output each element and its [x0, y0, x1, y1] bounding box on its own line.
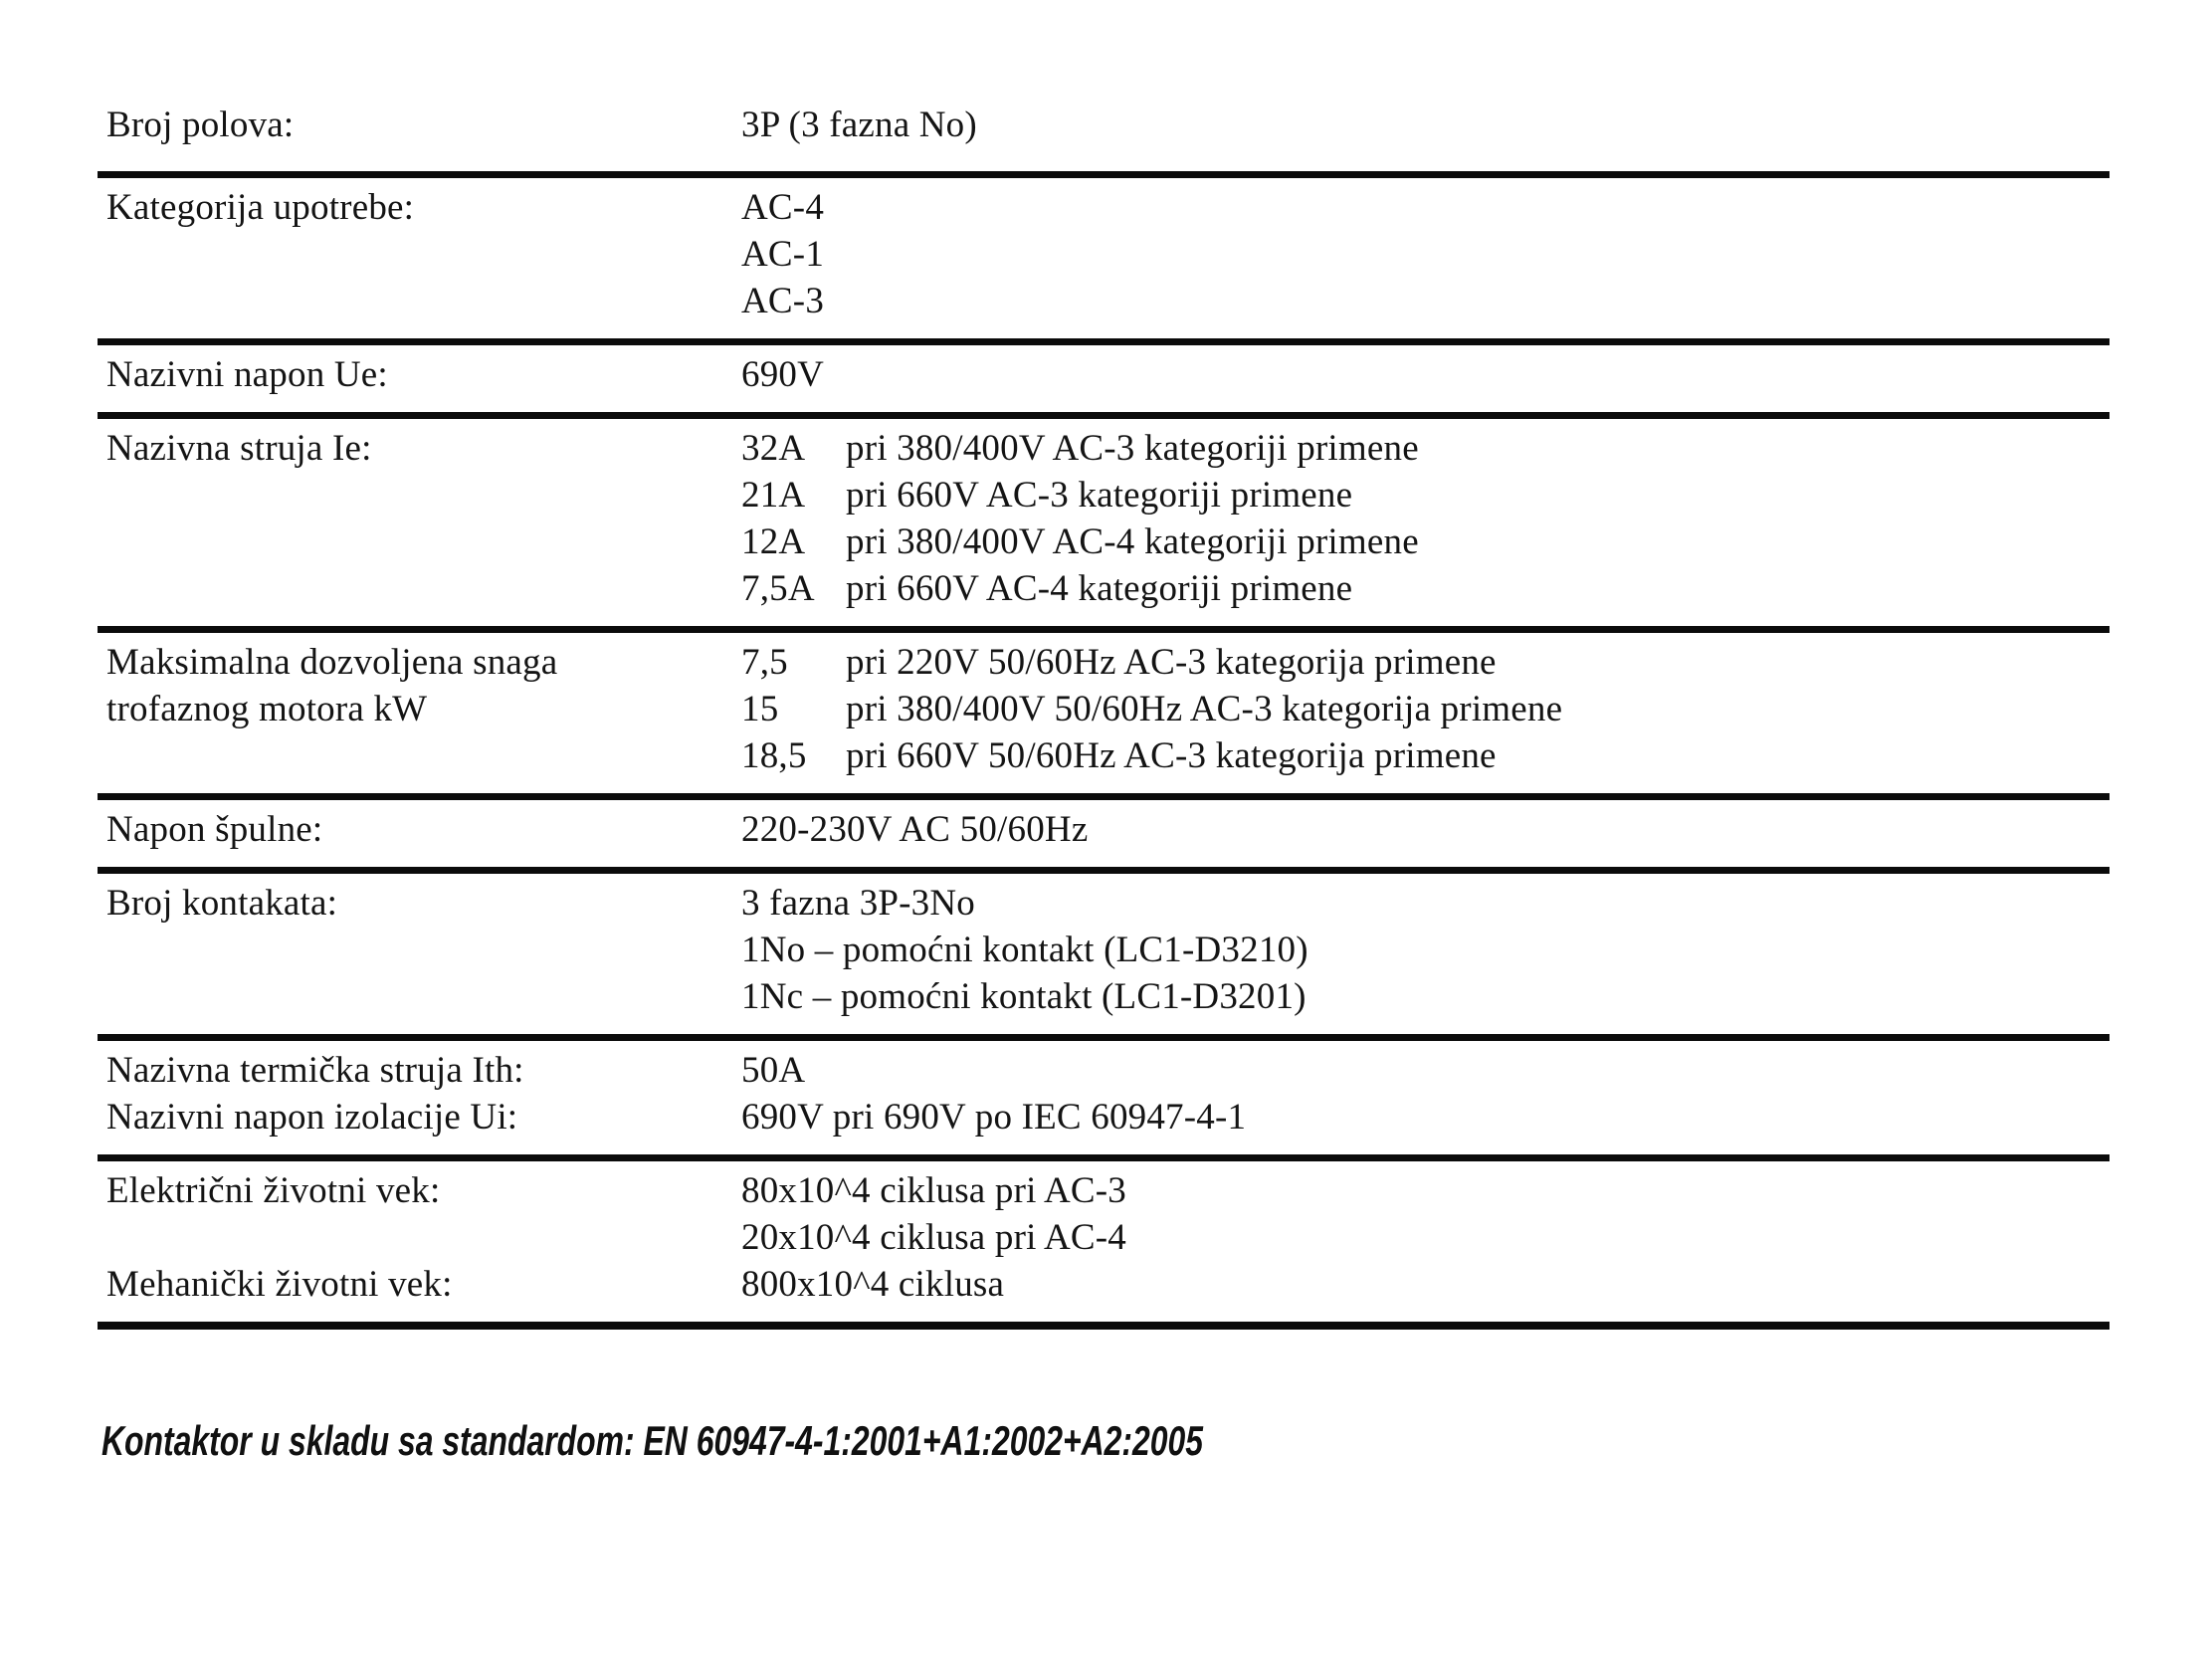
row-value-cell [741, 1047, 2110, 1141]
label-line: Nazivni napon izolacije Ui: [106, 1097, 518, 1138]
spec-row [98, 793, 2110, 867]
row-value-cell [741, 184, 2110, 324]
value-number: 21A [741, 475, 806, 516]
spec-table [98, 96, 2110, 1330]
value-text: pri 660V AC-4 kategoriji primene [846, 568, 1353, 609]
value-text: 3 fazna 3P-3No [741, 883, 976, 924]
label-line: Maksimalna dozvoljena snaga [106, 642, 558, 683]
value-number: 18,5 [741, 735, 807, 776]
value-text: 690V pri 690V po IEC 60947-4-1 [741, 1097, 1247, 1138]
value-text: 800x10^4 ciklusa [741, 1264, 1005, 1305]
label-line: Električni životni vek: [106, 1170, 441, 1211]
spec-row [98, 412, 2110, 626]
value-text: pri 380/400V AC-3 kategoriji primene [846, 428, 1419, 469]
spec-row [98, 171, 2110, 338]
value-line [741, 686, 2110, 732]
label-line: Nazivna struja Ie: [106, 428, 372, 469]
value-text: 1No – pomoćni kontakt (LC1-D3210) [741, 930, 1308, 970]
spec-row [98, 867, 2110, 1034]
value-text: pri 380/400V 50/60Hz AC-3 kategorija primene [846, 689, 1563, 729]
label-line: Broj polova: [106, 104, 295, 145]
value-line [741, 102, 2110, 148]
value-line [741, 231, 2110, 278]
value-line [741, 425, 2110, 472]
value-text: 220-230V AC 50/60Hz [741, 809, 1089, 850]
value-text: AC-4 [741, 187, 825, 228]
row-value-cell [741, 806, 2110, 853]
value-line [741, 927, 2110, 973]
row-value-cell [741, 351, 2110, 398]
value-text: pri 660V AC-3 kategoriji primene [846, 475, 1353, 516]
standard-compliance-note: Kontaktor u skladu sa standardom: EN 60947-4-1:2001+A1:2002+A2:2005 [101, 1417, 1204, 1464]
row-label-cell [98, 880, 741, 927]
value-line [741, 1047, 2110, 1094]
value-line [741, 278, 2110, 324]
label-line: Kategorija upotrebe: [106, 187, 415, 228]
row-value-cell [741, 425, 2110, 612]
label-line [106, 1214, 741, 1261]
row-value-cell [741, 102, 2110, 148]
value-line [741, 1261, 2110, 1308]
row-label-cell [98, 184, 741, 231]
spec-row [98, 338, 2110, 412]
row-value-cell [741, 639, 2110, 779]
value-line [741, 639, 2110, 686]
row-label-cell [98, 102, 741, 148]
value-line [741, 565, 2110, 612]
value-text: 690V [741, 354, 825, 395]
value-text: 1Nc – pomoćni kontakt (LC1-D3201) [741, 976, 1307, 1017]
label-line: Mehanički životni vek: [106, 1264, 453, 1305]
row-label-cell [98, 351, 741, 398]
value-line [741, 1094, 2110, 1141]
spec-row [98, 96, 2110, 171]
row-label-cell [98, 1047, 741, 1141]
value-number: 7,5 [741, 642, 788, 683]
label-line: Napon špulne: [106, 809, 323, 850]
value-line [741, 184, 2110, 231]
value-line [741, 518, 2110, 565]
value-line [741, 1167, 2110, 1214]
label-line: trofaznog motora kW [106, 689, 428, 729]
row-label-cell [98, 639, 741, 732]
row-label-cell [98, 425, 741, 472]
value-text: 20x10^4 ciklusa pri AC-4 [741, 1217, 1126, 1258]
value-number: 32A [741, 428, 806, 469]
value-text: AC-3 [741, 281, 825, 321]
label-line: Broj kontakata: [106, 883, 338, 924]
label-line: Nazivna termička struja Ith: [106, 1050, 524, 1091]
value-text: 3P (3 fazna No) [741, 104, 977, 145]
value-text: pri 660V 50/60Hz AC-3 kategorija primene [846, 735, 1497, 776]
value-line [741, 351, 2110, 398]
value-number: 15 [741, 689, 779, 729]
value-text: 80x10^4 ciklusa pri AC-3 [741, 1170, 1126, 1211]
row-label-cell [98, 806, 741, 853]
spec-row [98, 626, 2110, 793]
label-line: Nazivni napon Ue: [106, 354, 388, 395]
value-number: 12A [741, 521, 806, 562]
value-line [741, 1214, 2110, 1261]
value-number: 7,5A [741, 568, 815, 609]
value-line [741, 880, 2110, 927]
value-line [741, 806, 2110, 853]
value-line [741, 472, 2110, 518]
row-value-cell [741, 1167, 2110, 1308]
spec-row [98, 1034, 2110, 1154]
value-text: AC-1 [741, 234, 825, 275]
value-line [741, 973, 2110, 1020]
value-text: pri 220V 50/60Hz AC-3 kategorija primene [846, 642, 1497, 683]
spec-row [98, 1154, 2110, 1322]
value-text: 50A [741, 1050, 806, 1091]
value-text: pri 380/400V AC-4 kategoriji primene [846, 521, 1419, 562]
row-label-cell [98, 1167, 741, 1308]
value-line [741, 732, 2110, 779]
row-value-cell [741, 880, 2110, 1020]
